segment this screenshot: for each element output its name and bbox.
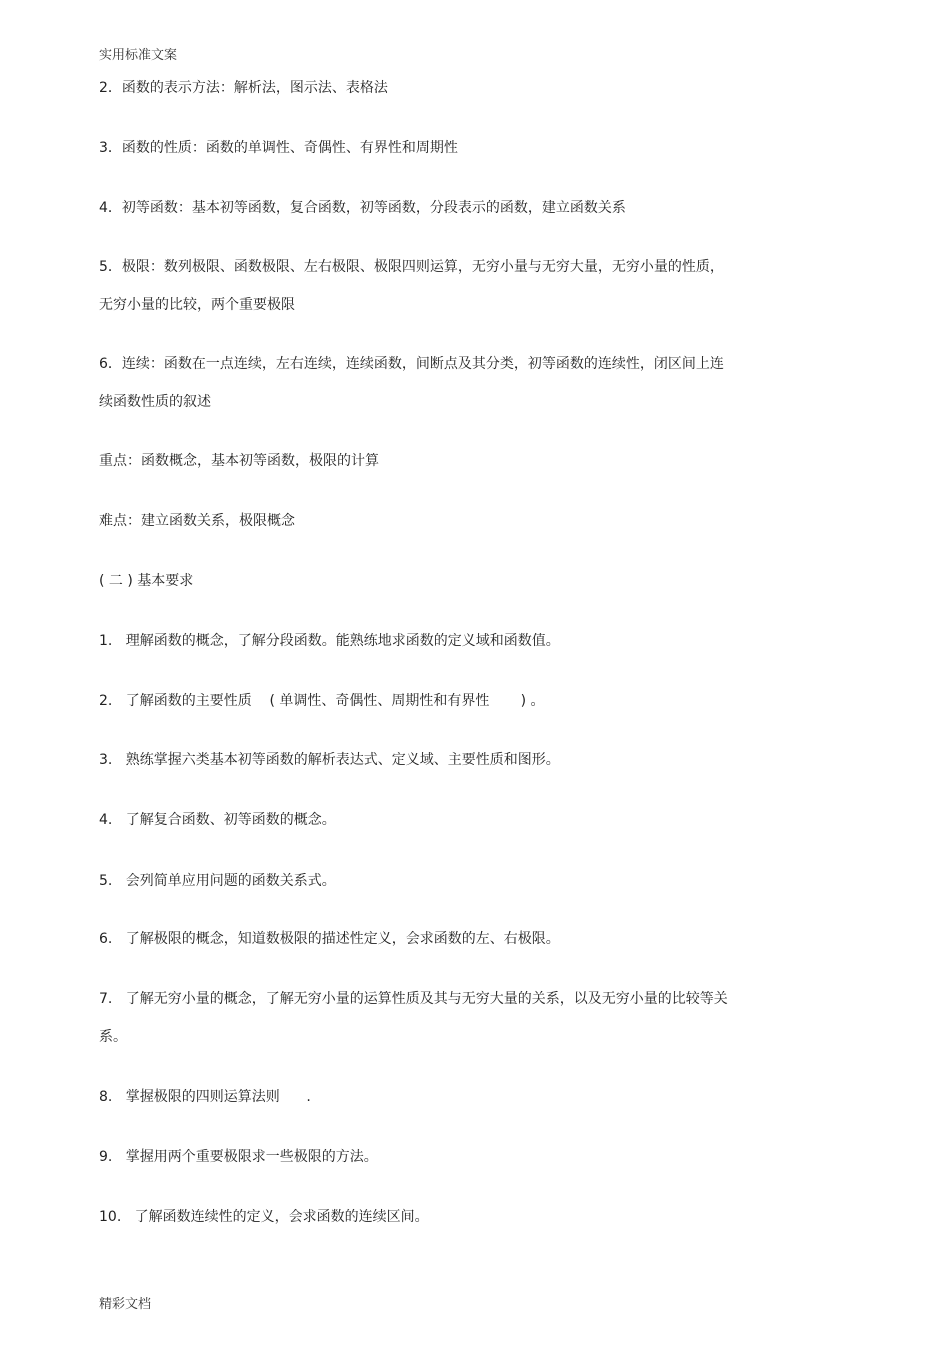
page-footer: 精彩文档 (99, 1297, 152, 1312)
text-line: 4．初等函数：基本初等函数，复合函数，初等函数，分段表示的函数，建立函数关系 (99, 200, 626, 216)
list-item: 3. 熟练掌握六类基本初等函数的解析表达式、定义域、主要性质和图形。 (99, 752, 560, 768)
text-line: 3．函数的性质：函数的单调性、奇偶性、有界性和周期性 (99, 140, 458, 156)
list-item: 8. 掌握极限的四则运算法则 . (99, 1089, 311, 1105)
text-line: 续函数性质的叙述 (99, 394, 211, 410)
section-heading: ( 二 ) 基本要求 (99, 573, 194, 589)
text-line: 5．极限：数列极限、函数极限、左右极限、极限四则运算，无穷小量与无穷大量，无穷小量的性质， (99, 259, 724, 275)
text-line: 重点：函数概念，基本初等函数，极限的计算 (99, 453, 379, 469)
text-line: 无穷小量的比较，两个重要极限 (99, 297, 295, 313)
text-line: 难点：建立函数关系，极限概念 (99, 513, 295, 529)
list-item-continuation: 系。 (99, 1029, 127, 1045)
list-item: 2. 了解函数的主要性质 ( 单调性、奇偶性、周期性和有界性 ) 。 (99, 693, 545, 709)
list-item: 4. 了解复合函数、初等函数的概念。 (99, 812, 336, 828)
list-item: 6. 了解极限的概念，知道数极限的描述性定义，会求函数的左、右极限。 (99, 931, 560, 947)
list-item: 10. 了解函数连续性的定义，会求函数的连续区间。 (99, 1209, 429, 1225)
text-line: 6．连续：函数在一点连续，左右连续，连续函数，间断点及其分类，初等函数的连续性，闭区间上连 (99, 356, 724, 372)
list-item: 7. 了解无穷小量的概念，了解无穷小量的运算性质及其与无穷大量的关系，以及无穷小量的比较等关 (99, 991, 728, 1007)
list-item: 1. 理解函数的概念，了解分段函数。能熟练地求函数的定义域和函数值。 (99, 633, 560, 649)
list-item: 5. 会列简单应用问题的函数关系式。 (99, 873, 336, 889)
list-item: 9. 掌握用两个重要极限求一些极限的方法。 (99, 1149, 378, 1165)
page-header: 实用标准文案 (99, 48, 178, 63)
text-line: 2．函数的表示方法：解析法，图示法、表格法 (99, 80, 388, 96)
